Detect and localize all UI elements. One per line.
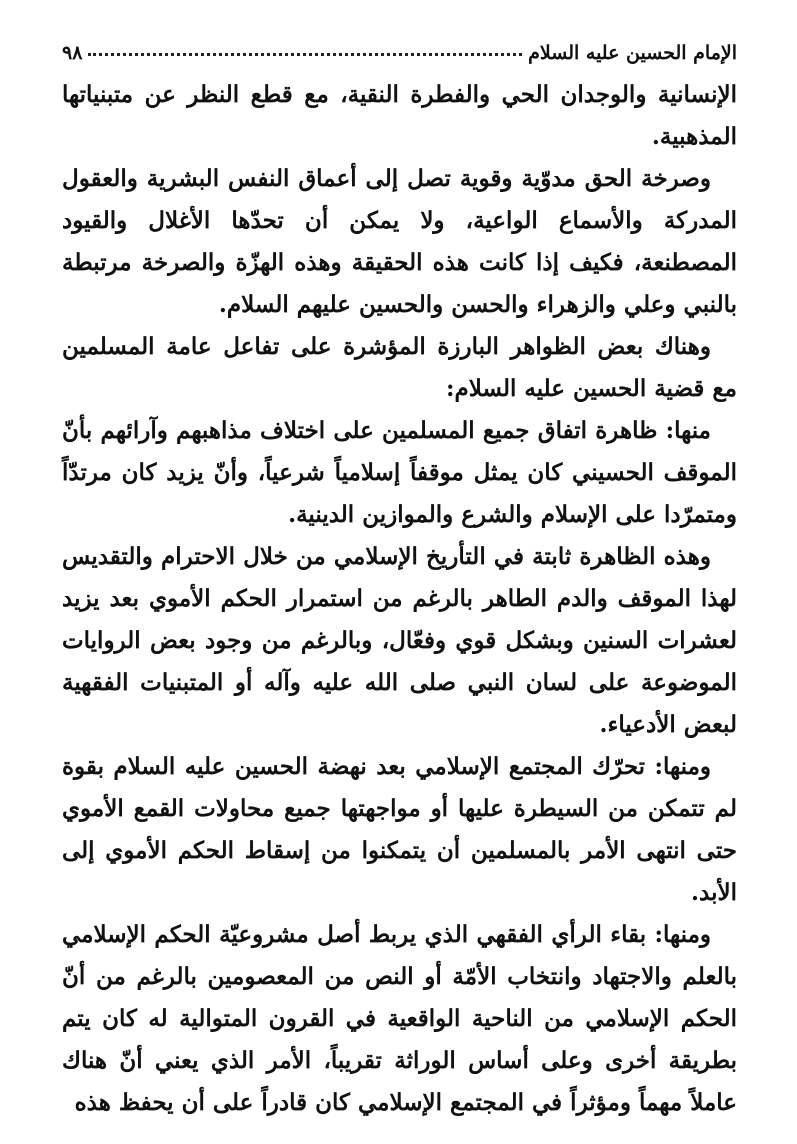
paragraph: ومنها: بقاء الرأي الفقهي الذي يربط أصل مشروعيّة الحكم الإسلامي بالعلم والاجتهاد وانتخاب الأمّة أو النص من المعصومين بالرغم من أنّ الحكم الإسلامي من الناحية الواقعية في القرون المتوالية له كان يتم بطريقة أخرى وعلى أساس الوراثة تقريباً، الأمر الذي يعني أنّ هناك عاملاً مهماً ومؤثراً في المجتمع الإسلامي كان قادراً على أن يحفظ هذه [62,921,737,1116]
page-header [62,30,737,64]
body-text [62,74,737,1124]
paragraph: وهناك بعض الظواهر البارزة المؤشرة على تفاعل عامة المسلمين مع قضية الحسين عليه السلام: [62,333,737,402]
running-title: الإمام الحسين عليه السلام [528,42,737,64]
paragraph: منها: ظاهرة اتفاق جميع المسلمين على اختلاف مذاهبهم وآرائهم بأنّ الموقف الحسيني كان يمثل موقفاً إسلامياً شرعياً، وأنّ يزيد كان مرتدّاً ومتمرّدا على الإسلام والشرع والموازين الدينية. [62,417,737,528]
header-dot-leader [88,53,522,56]
paragraph-continued: الإنسانية والوجدان الحي والفطرة النقية، مع قطع النظر عن متبنياتها المذهبية. [62,81,737,150]
paragraph: وهذه الظاهرة ثابتة في التأريخ الإسلامي من خلال الاحترام والتقديس لهذا الموقف والدم الطاهر بالرغم من استمرار الحكم الأموي بعد يزيد لعشرات السنين وبشكل قوي وفعّال، وبالرغم من وجود بعض الروايات الموضوعة على لسان النبي صلى الله عليه وآله أو المتبنيات الفقهية لبعض الأدعياء. [62,543,737,738]
page-number: ٩٨ [62,42,83,64]
paragraph: ومنها: تحرّك المجتمع الإسلامي بعد نهضة الحسين عليه السلام بقوة لم تتمكن من السيطرة عليها أو مواجهتها جميع محاولات القمع الأموي حتى انتهى الأمر بالمسلمين أن يتمكنوا من إسقاط الحكم الأموي إلى الأبد. [62,753,737,906]
paragraph: وصرخة الحق مدوّية وقوية تصل إلى أعماق النفس البشرية والعقول المدركة والأسماع الواعية، ولا يمكن أن تحدّها الأغلال والقيود المصطنعة، فكيف إذا كانت هذه الحقيقة وهذه الهزّة والصرخة مرتبطة بالنبي وعلي والزهراء والحسن والحسين عليهم السلام. [62,165,737,318]
